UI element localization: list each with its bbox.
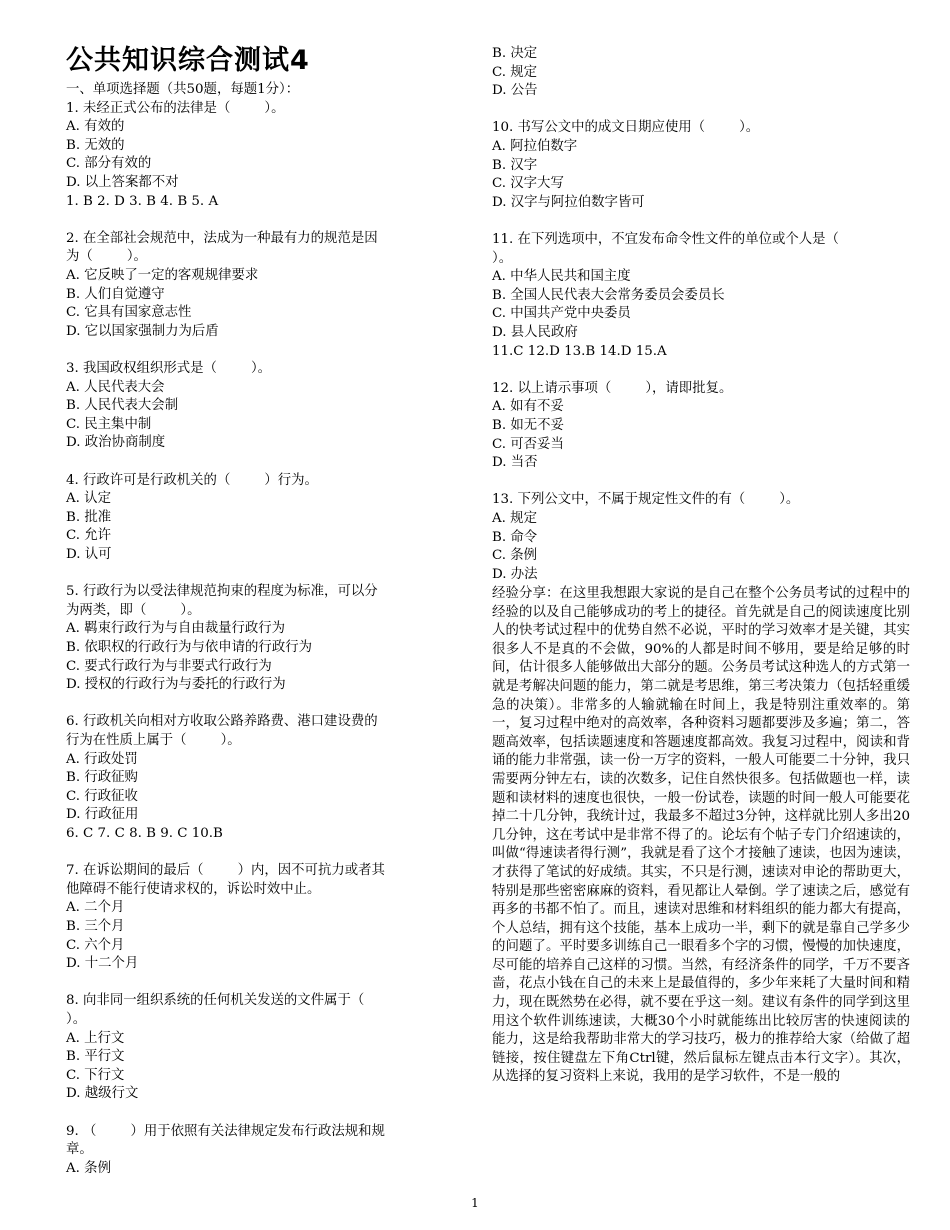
- text-line: B. 全国人民代表大会常务委员会委员长: [492, 287, 725, 303]
- text-line: C. 下行文: [66, 1067, 125, 1083]
- text-line: C. 允许: [66, 528, 112, 544]
- text-line: C. 部分有效的: [66, 156, 152, 172]
- text-line: B. 汉字: [492, 157, 538, 173]
- text-line: 5. 行政行为以受法律规范拘束的程度为标准，可以分: [66, 584, 378, 600]
- text-line: 行为在性质上属于（ ）。: [66, 733, 241, 748]
- text-line: B. 三个月: [66, 919, 125, 934]
- text-line: B. 依职权的行政行为与依申请的行政行为: [66, 640, 312, 655]
- text-line: B. 如无不妥: [492, 418, 564, 433]
- text-line: 12. 以上请示事项（ ），请即批复。: [492, 380, 733, 396]
- text-line: D. 越级行文: [66, 1086, 139, 1102]
- text-line: A. 它反映了一定的客观规律要求: [66, 268, 259, 283]
- text-line: ）。: [492, 250, 513, 266]
- text-line: D. 以上答案都不对: [66, 175, 179, 190]
- text-line: C. 六个月: [66, 937, 125, 953]
- text-line: B. 平行文: [66, 1049, 125, 1065]
- text-line: C. 行政征收: [66, 788, 138, 804]
- text-line: A. 人民代表大会: [66, 379, 165, 395]
- text-line: 为（ ）。: [66, 249, 147, 265]
- text-line: 一、单项选择题（共50题，每题1分）：: [66, 82, 300, 97]
- text-line: A. 如有不妥: [492, 399, 564, 415]
- text-line: D. 授权的行政行为与委托的行政行为: [66, 677, 286, 693]
- text-line: 11.C 12.D 13.B 14.D 15.A: [492, 343, 667, 359]
- text-line: A. 阿拉伯数字: [492, 139, 578, 154]
- text-line: 4. 行政许可是行政机关的（ ）行为。: [66, 472, 318, 488]
- text-line: D. 县人民政府: [492, 325, 578, 340]
- text-line: 10. 书写公文中的成文日期应使用（ ）。: [492, 120, 760, 136]
- text-line: 6. C 7. C 8. B 9. C 10.B: [66, 826, 223, 841]
- text-line: B. 人民代表大会制: [66, 398, 179, 414]
- text-line: D. 当否: [492, 455, 538, 471]
- experience-paragraph: 经验分享：在这里我想跟大家说的是自己在整个公务员考试的过程中的经验的以及自己能够成功的考上的捷径。首先就是自己的阅读速度比别人的快考试过程中的优势自然不必说，平时的学习效率才是关键，其实很多人不是真的不会做，90%的人都是时间不够用，要是给足够的时间，估计很多人能够做出大部分的题。公务员考试这种选人的方式第一就是考解决问题的能力，第二就是考思维，第三考决策力（包括轻重缓急的决策）。非常多的人输就输在时间上，我是特别注重效率的。第一，复习过程中绝对的高效率，各种资料习题都要涉及多遍；第二，答题高效率，包括读题速度和答题速度都高效。我复习过程中，阅读和背诵的能力非常强，读一份一万字的资料，一般人可能要二十分钟，我只需要两分钟左右，读的次数多，记住自然快很多。包括做题也一样，读题和读材料的速度也很快，一般一份试卷，读题的时间一般人可能要花掉二十几分钟，我统计过，我最多不超过3分钟，这样就比别人多出20几分钟，这在考试中是非常不得了的。论坛有个帖子专门介绍速读的，叫做“得速读者得行测”，我就是看了这个才接触了速读，也因为速读，才获得了笔试的好成绩。其实，不只是行测，速读对申论的帮助更大，特别是那些密密麻麻的资料，看见都让人晕倒。学了速读之后，感觉有再多的书都不怕了。而且，速读对思维和材料组织的能力都大有提高，个人总结，拥有这个技能，基本上成功一半，剩下的就是靠自己学多少的问题了。平时要多训练自己一眼看多个字的习惯，慢慢的加快速度，尽可能的培养自己这样的习惯。当然，有经济条件的同学，千万不要吝啬，花点小钱在自己的未来上是最值得的，多少年来耗了大量时间和精力，现在既然势在必得，就不要在乎这一刻。建议有条件的同学到这里用这个软件训练速读，大概30个小时就能练出比较厉害的快速阅读的能力，这是给我帮助非常大的学习技巧，极力的推荐给大家（给做了超链接，按住键盘左下角Ctrl键，然后鼠标左键点击本行文字）。其次，从选择的复习资料上来说，我用的是学习软件，不是一般的: [492, 586, 910, 1085]
- text-line: 1. 未经正式公布的法律是（ ）。: [66, 100, 285, 116]
- text-line: D. 政治协商制度: [66, 435, 166, 451]
- text-line: C. 民主集中制: [66, 416, 152, 432]
- text-line: D. 办法: [492, 566, 538, 582]
- text-line: D. 它以国家强制力为后盾: [66, 323, 219, 339]
- text-line: A. 上行文: [66, 1030, 125, 1046]
- text-line: 为两类，即（ ）。: [66, 602, 201, 618]
- text-line: B. 无效的: [66, 137, 125, 153]
- text-line: A. 二个月: [66, 900, 125, 916]
- text-line: 2. 在全部社会规范中，法成为一种最有力的规范是因: [66, 230, 378, 246]
- text-line: D. 公告: [492, 83, 538, 99]
- text-line: C. 要式行政行为与非要式行政行为: [66, 658, 272, 674]
- text-line: 章。: [66, 1142, 93, 1158]
- text-line: 11. 在下列选项中，不宜发布命令性文件的单位或个人是（: [492, 232, 839, 247]
- text-line: B. 命令: [492, 529, 538, 545]
- text-line: A. 羁束行政行为与自由裁量行政行为: [66, 621, 286, 637]
- text-line: C. 汉字大写: [492, 176, 564, 192]
- text-line: C. 可否妥当: [492, 436, 564, 452]
- text-line: 7. 在诉讼期间的最后（ ）内，因不可抗力或者其: [66, 863, 385, 879]
- text-line: ）。: [66, 1012, 87, 1027]
- text-line: A. 条例: [66, 1160, 111, 1176]
- text-line: 13. 下列公文中，不属于规定性文件的有（ ）。: [492, 492, 800, 508]
- text-line: 3. 我国政权组织形式是（ ）。: [66, 361, 272, 376]
- text-line: C. 中国共产党中央委员: [492, 306, 631, 322]
- text-line: B. 行政征购: [66, 770, 138, 786]
- text-line: B. 人们自觉遵守: [66, 286, 165, 302]
- page-title: 公共知识综合测试4: [66, 45, 310, 76]
- text-line: A. 有效的: [66, 119, 125, 135]
- text-line: 8. 向非同一组织系统的任何机关发送的文件属于（: [66, 993, 365, 1009]
- text-line: D. 汉字与阿拉伯数字皆可: [492, 194, 645, 210]
- page-number: 1: [471, 1196, 479, 1210]
- text-line: D. 十二个月: [66, 956, 139, 972]
- text-line: A. 中华人民共和国主度: [492, 269, 631, 285]
- text-line: D. 行政征用: [66, 807, 139, 823]
- text-line: C. 它具有国家意志性: [66, 305, 192, 321]
- text-line: D. 认可: [66, 547, 112, 562]
- text-line: A. 行政处罚: [66, 751, 138, 767]
- text-line: C. 规定: [492, 64, 538, 80]
- text-line: B. 决定: [492, 46, 538, 61]
- text-line: 6. 行政机关向相对方收取公路养路费、港口建设费的: [66, 714, 378, 730]
- text-line: B. 批准: [66, 509, 112, 525]
- text-line: 1. B 2. D 3. B 4. B 5. A: [66, 193, 219, 209]
- text-line: A. 规定: [492, 511, 537, 526]
- text-line: 他障碍不能行使请求权的，诉讼时效中止。: [66, 881, 321, 897]
- text-line: A. 认定: [66, 491, 111, 507]
- text-line: 9. （ ）用于依照有关法律规定发布行政法规和规: [66, 1123, 385, 1139]
- text-line: C. 条例: [492, 548, 538, 564]
